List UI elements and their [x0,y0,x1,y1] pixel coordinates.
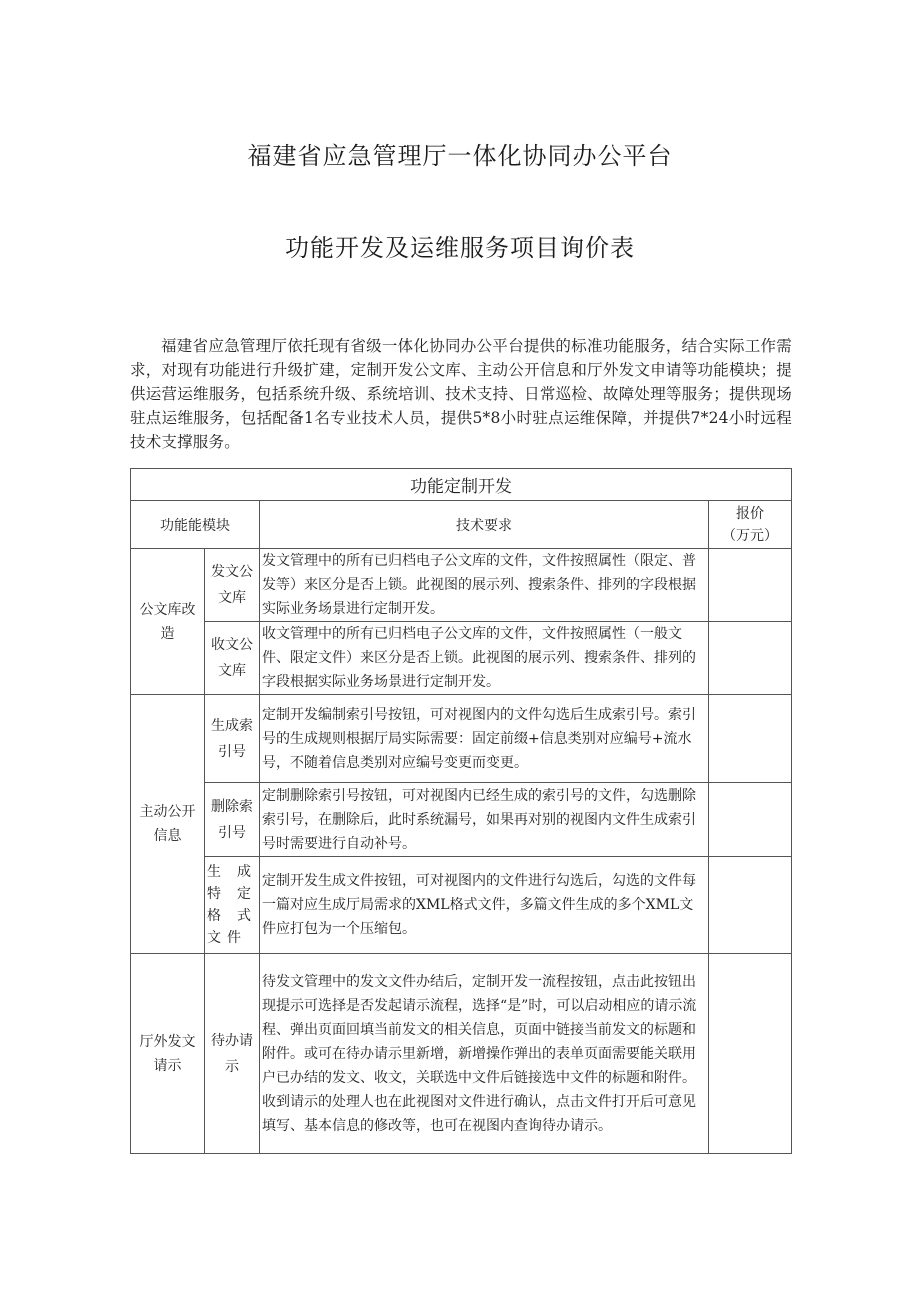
sub-module-cell: 发文公文库 [205,549,260,622]
sub-module-cell: 生成索引号 [205,695,260,783]
header-module: 功能能模块 [131,501,260,549]
sub-module-cell: 删除索引号 [205,783,260,857]
group-cell: 厅外发文请示 [131,954,205,1154]
sub-module-cell: 生成特定格式文件 [205,857,260,954]
price-cell[interactable] [709,622,792,695]
price-cell[interactable] [709,783,792,857]
price-cell[interactable] [709,695,792,783]
price-cell[interactable] [709,954,792,1154]
requirement-cell: 发文管理中的所有已归档电子公文库的文件，文件按照属性（限定、普发等）来区分是否上锁。此视图的展示列、搜索条件、排列的字段根据实际业务场景进行定制开发。 [260,549,709,622]
requirement-cell: 定制开发生成文件按钮，可对视图内的文件进行勾选后，勾选的文件每一篇对应生成厅局需求的XML格式文件，多篇文件生成的多个XML文件应打包为一个压缩包。 [260,857,709,954]
table-row [131,783,792,857]
requirement-cell: 待发文管理中的发文文件办结后，定制开发一流程按钮，点击此按钮出现提示可选择是否发起请示流程，选择“是”时，可以启动相应的请示流程、弹出页面回填当前发文的相关信息，页面中链接当前发文的标题和附件。或可在待办请示里新增，新增操作弹出的表单页面需要能关联用户已办结的发文、收文，关联选中文件后链接选中文件的标题和附件。收到请示的处理人也在此视图对文件进行确认，点击文件打开后可意见填写、基本信息的修改等，也可在视图内查询待办请示。 [260,954,709,1154]
price-cell[interactable] [709,549,792,622]
document-title: 福建省应急管理厅一体化协同办公平台 [247,142,673,170]
table-header-row [131,501,792,549]
requirement-cell: 收文管理中的所有已归档电子公文库的文件，文件按照属性（一般文件、限定文件）来区分是否上锁。此视图的展示列、搜索条件、排列的字段根据实际业务场景进行定制开发。 [260,622,709,695]
table-row [131,695,792,783]
header-price [709,501,792,549]
sub-module-cell: 待办请示 [205,954,260,1154]
table-row [131,622,792,695]
intro-paragraph: 福建省应急管理厅依托现有省级一体化协同办公平台提供的标准功能服务，结合实际工作需求，对现有功能进行升级扩建，定制开发公文库、主动公开信息和厅外发文申请等功能模块；提供运营运维服务，包括系统升级、系统培训、技术支持、日常巡检、故障处理等服务；提供现场驻点运维服务，包括配备1名专业技术人员，提供5*8小时驻点运维保障，并提供7*24小时远程技术支撑服务。 [130,337,792,451]
table-caption: 功能定制开发 [131,469,792,501]
table-caption-row [131,469,792,501]
group-cell: 主动公开信息 [131,695,205,954]
table-row [131,857,792,954]
requirement-cell: 定制删除索引号按钮，可对视图内已经生成的索引号的文件，勾选删除索引号，在删除后，此时系统漏号，如果再对别的视图内文件生成索引号时需要进行自动补号。 [260,783,709,857]
price-cell[interactable] [709,857,792,954]
table-row [131,549,792,622]
header-price-label: 报价 [736,505,764,522]
table-row [131,954,792,1154]
group-cell: 公文库改造 [131,549,205,695]
header-requirement: 技术要求 [260,501,709,549]
document-subtitle: 功能开发及运维服务项目询价表 [285,234,635,262]
sub-module-cell: 收文公文库 [205,622,260,695]
inquiry-table [130,468,792,1154]
header-price-unit: （万元） [722,527,778,544]
requirement-cell: 定制开发编制索引号按钮，可对视图内的文件勾选后生成索引号。索引号的生成规则根据厅局实际需要：固定前缀+信息类别对应编号+流水号，不随着信息类别对应编号变更而变更。 [260,695,709,783]
